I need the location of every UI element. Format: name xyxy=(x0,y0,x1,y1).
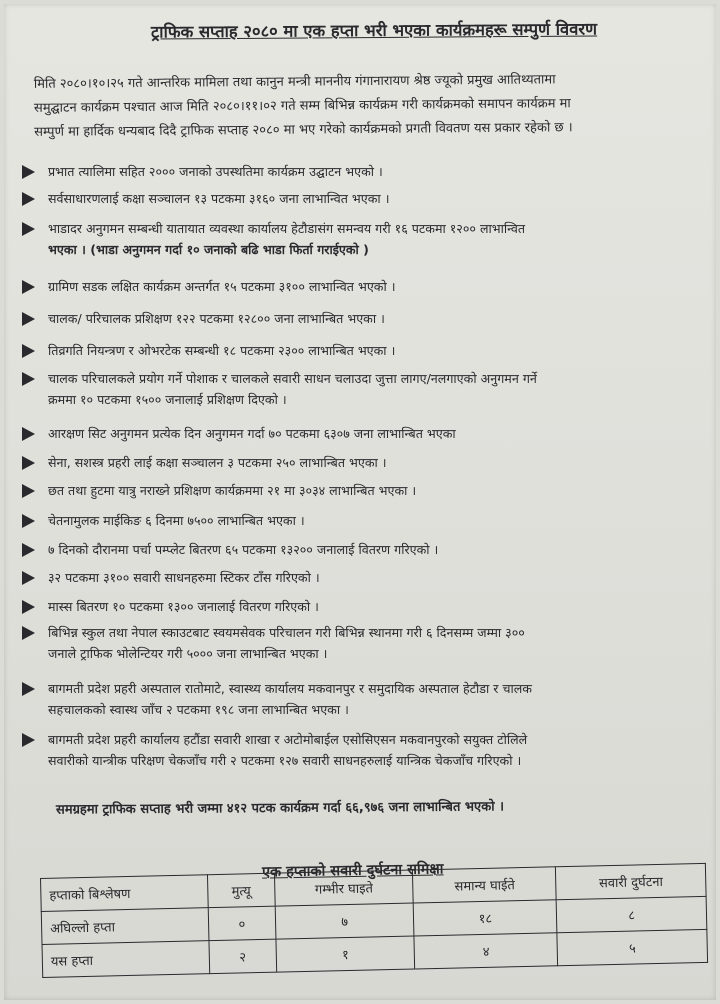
summary-line: समग्रहमा ट्राफिक सप्ताह भरी जम्मा ४१२ पटक कार्यक्रम गर्दा ६६,९७६ जना लाभान्बित भएको । xyxy=(55,799,505,818)
table-cell: १ xyxy=(276,936,415,972)
program-item-text xyxy=(22,678,697,720)
program-item-line: जनाले ट्राफिक भोलेन्टियर गरी ५००० जना लाभान्बित भएका । xyxy=(48,646,328,661)
program-item xyxy=(22,276,697,297)
program-item xyxy=(22,596,697,617)
program-item-line: प्रभात त्यालिमा सहित २००० जनाको उपस्थतिमा कार्यक्रम उद्घाटन भएको । xyxy=(48,164,383,179)
program-item-text xyxy=(22,567,697,588)
program-item-text xyxy=(22,188,697,209)
intro-paragraph xyxy=(34,67,705,145)
intro-line: सम्पुर्ण मा हार्दिक धन्यबाद दिदै ट्राफिक सप्ताह २०८० मा भए गरेको कार्यक्रमको प्रगती विवतण यस प्रकार रहेको छ । xyxy=(34,120,573,140)
program-item xyxy=(22,622,697,664)
program-item-text xyxy=(22,539,697,560)
program-item xyxy=(22,340,697,361)
bullet-triangle-icon xyxy=(22,312,35,326)
bullet-triangle-icon xyxy=(22,600,35,614)
program-item xyxy=(22,161,697,182)
program-item-line: बागमती प्रदेश प्रहरी अस्पताल रातोमाटे, स्वास्थ्य कार्यालय मकवानपुर र समुदायिक अस्पताल हेटौडा र चालक xyxy=(48,681,532,696)
program-item xyxy=(22,423,697,444)
table-cell: अघिल्लो हप्ता xyxy=(41,908,209,945)
table-header-cell: गम्भीर घाइते xyxy=(274,870,413,906)
intro-line: मिति २०८०।१०।२५ गते आन्तरिक मामिला तथा कानुन मन्त्री माननीय गंगानारायण श्रेष्ठ ज्यूको प्रमुख आतिथ्यतामा xyxy=(33,72,556,92)
program-item-line: छत तथा हुटमा यात्रु नराख्ने प्रशिक्षण कार्यक्रममा २१ मा ३०३४ लाभान्बित भएका । xyxy=(48,483,417,498)
bullet-triangle-icon xyxy=(22,682,35,696)
table-cell: १८ xyxy=(414,900,558,936)
program-item-line: चेतनामुलक माईकिङ ६ दिनमा ७५०० लाभान्बित भएका । xyxy=(48,513,305,528)
bullet-triangle-icon xyxy=(22,372,35,386)
program-item-text xyxy=(22,622,697,664)
program-item xyxy=(22,729,697,771)
program-item-text xyxy=(22,340,697,361)
program-item-line: सवारीको यान्त्रीक परिक्षण चेकजाँच गरी २ पटकमा १२७ सवारी साधनहरुलाई यान्त्रिक चेकजाँच गरिएको । xyxy=(48,753,522,768)
bullet-triangle-icon xyxy=(22,165,35,179)
program-item-line: सहचालकको स्वास्थ जाँच २ पटकमा १९८ जना लाभान्बित भएका । xyxy=(48,702,349,717)
program-item-text xyxy=(22,423,697,444)
program-item-line: भाडादर अनुगमन सम्बन्धी यातायात व्यवस्था कार्यालय हेटौडासंग समन्वय गरी १६ पटकमा १२०० लाभान्वित xyxy=(48,221,526,236)
bullet-triangle-icon xyxy=(22,626,35,640)
program-item-text xyxy=(22,480,697,501)
program-item-text xyxy=(22,510,697,531)
program-item-line: चालक/ परिचालक प्रशिक्षण १२२ पटकमा १२८०० जना लाभान्बित भएका । xyxy=(48,311,385,326)
table-cell: ४ xyxy=(414,933,558,969)
program-item-text xyxy=(22,161,697,182)
bullet-triangle-icon xyxy=(22,344,35,358)
program-item-line: चालक परिचालकले प्रयोग गर्ने पोशाक र चालकले सवारी साधन चलाउदा जुत्ता लागए/नलगाएको अनुगमन गर्ने xyxy=(48,371,537,386)
bullet-triangle-icon xyxy=(22,514,35,528)
bullet-triangle-icon xyxy=(22,456,35,470)
document-title: ट्राफिक सप्ताह २०८० मा एक हप्ता भरी भएका कार्यक्रमहरू सम्पुर्ण विवरण xyxy=(150,19,598,42)
program-item-line: ग्रामिण सडक लक्षित कार्यक्रम अन्तर्गत १५ पटकमा ३१०० लाभान्वित भएको । xyxy=(48,279,396,294)
program-item-text xyxy=(22,276,697,297)
program-item xyxy=(22,308,697,329)
program-item-text xyxy=(22,596,697,617)
program-item-line: बिभिन्न स्कुल तथा नेपाल स्काउटबाट स्वयमसेवक परिचालन गरी बिभिन्न स्थानमा गरी ६ दिनसम्म जम्मा ३०० xyxy=(48,625,525,640)
program-item-text xyxy=(22,729,697,771)
program-item xyxy=(22,368,697,410)
document-page xyxy=(4,4,716,1000)
program-item-line: तिव्रगति नियन्त्रण र ओभरटेक सम्बन्धी १८ पटकमा २३०० लाभान्बित भएका । xyxy=(48,343,396,358)
program-item-text xyxy=(22,308,697,329)
table-cell: ८ xyxy=(556,896,706,932)
program-item-line: आरक्षण सिट अनुगमन प्रत्येक दिन अनुगमन गर्दा ७० पटकमा ६३०७ जना लाभान्बित भएका xyxy=(48,426,456,441)
table-header-cell: सवारी दुर्घटना xyxy=(556,863,706,899)
table-cell: २ xyxy=(209,939,276,974)
program-item-line: क्रममा १० पटकमा १५०० जनालाई प्रशिक्षण दिएको । xyxy=(48,392,287,407)
table-header-cell: समान्य घाईते xyxy=(413,867,557,903)
bullet-triangle-icon xyxy=(22,484,35,498)
table-cell: ७ xyxy=(275,903,414,939)
program-item-text xyxy=(22,218,697,260)
program-item xyxy=(22,567,697,588)
table-cell: ० xyxy=(208,906,275,941)
program-item xyxy=(22,480,697,501)
table-title: एक हप्ताको सवारी दुर्घटना समिक्षा xyxy=(261,861,444,881)
table-cell: यस हप्ता xyxy=(42,941,210,978)
program-item xyxy=(22,510,697,531)
program-item xyxy=(22,539,697,560)
accident-table-wrapper xyxy=(40,863,709,998)
bullet-triangle-icon xyxy=(22,733,35,747)
table-cell: ५ xyxy=(557,929,707,965)
program-item-line: मास्स बितरण १० पटकमा १३०० जनालाई वितरण गरिएको । xyxy=(48,599,319,614)
program-item xyxy=(22,452,697,473)
program-item-line: ७ दिनको दौरानमा पर्चा पम्प्लेट बितरण ६५ पटकमा १३२०० जनालाई वितरण गरिएको । xyxy=(48,542,439,557)
program-item-line: बागमती प्रदेश प्रहरी कार्यालय हटौंडा सवारी शाखा र अटोमोबाईल एसोसिएसन मकवानपुरको सयुक्त टोलिले xyxy=(48,732,528,747)
bullet-triangle-icon xyxy=(22,280,35,294)
table-header-cell: हप्ताको बिश्लेषण xyxy=(41,875,209,912)
program-item-line: सेना, सशस्त्र प्रहरी लाई कक्षा सञ्चालन ३ पटकमा २५० लाभान्बित भएका । xyxy=(48,455,387,470)
program-item xyxy=(22,218,697,260)
bullet-triangle-icon xyxy=(22,427,35,441)
program-item xyxy=(22,188,697,209)
program-item-text xyxy=(22,452,697,473)
intro-line: समुद्घाटन कार्यक्रम पश्चात आज मिति २०८०।११।०२ गते सम्म बिभिन्न कार्यक्रम गरी कार्यक्रमको समापन कार्यक्रम मा xyxy=(33,96,571,116)
bullet-triangle-icon xyxy=(22,192,35,206)
bullet-triangle-icon xyxy=(22,571,35,585)
program-item-bold-line: भएका । (भाडा अनुगमन गर्दा १० जनाको बढि भाडा फिर्ता गराईएको ) xyxy=(48,242,369,257)
table-header-cell: मुत्यू xyxy=(207,873,274,908)
program-item xyxy=(22,678,697,720)
bullet-triangle-icon xyxy=(22,543,35,557)
accident-review-table xyxy=(40,863,708,978)
program-item-line: सर्वसाधारणलाई कक्षा सञ्चालन १३ पटकमा ३१६० जना लाभान्वित भएका । xyxy=(48,191,390,206)
program-item-text xyxy=(22,368,697,410)
program-item-line: ३२ पटकमा ३१०० सवारी साधनहरुमा स्टिकर टाँस गरिएको । xyxy=(48,570,320,585)
bullet-triangle-icon xyxy=(22,222,35,236)
